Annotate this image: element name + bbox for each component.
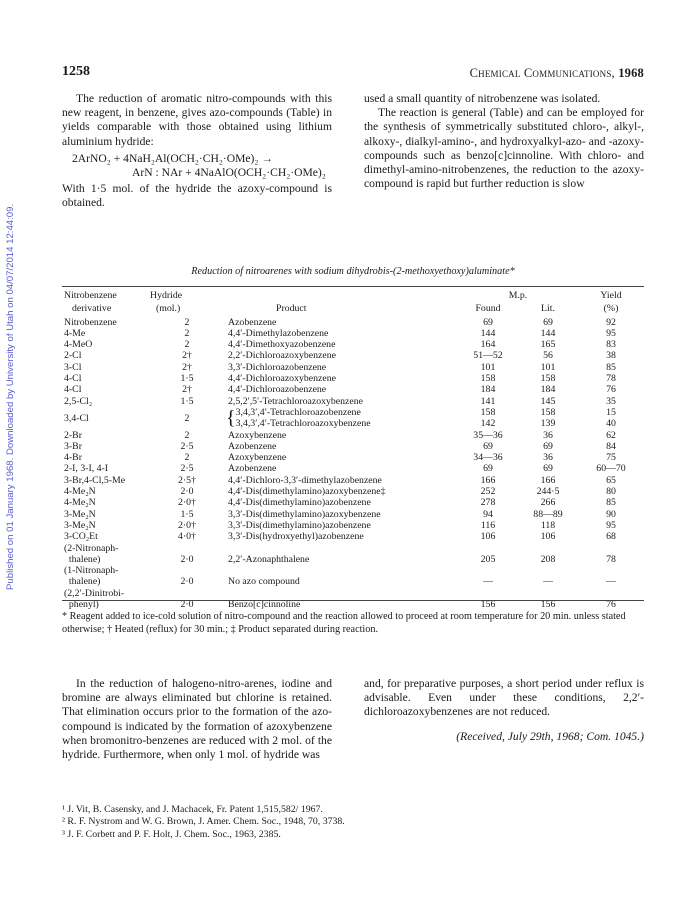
cell-derivative: 3-Me₂N [64, 519, 96, 531]
cell-product: 4,4′-Dichloro-3,3′-dimethylazobenzene [228, 474, 382, 486]
cell-yield: 15 40 [606, 406, 616, 430]
cell-yield: 84 [606, 440, 616, 452]
journal-year: 1968 [618, 66, 644, 80]
cell-product: Azoxybenzene [228, 429, 287, 441]
table-row [62, 396, 644, 407]
cell-yield: 83 [606, 339, 616, 351]
reaction-equation [62, 152, 332, 180]
cell-found: 34—36 [473, 452, 503, 464]
cell-yield: 85 [606, 497, 616, 509]
cell-found: — [483, 576, 493, 588]
table-top-rule [62, 286, 644, 287]
cell-product: 4,4′-Dis(dimethylamino)azobenzene [228, 497, 371, 509]
equation-line-2: ArN : NAr + 4NaAlO(OCH₂·CH₂·OMe)₂ [132, 166, 326, 180]
cell-hydride: 2·0 [180, 553, 194, 565]
cell-hydride: 2† [182, 361, 192, 373]
cell-hydride: 2·0† [178, 519, 196, 531]
cell-found: 184 [480, 384, 496, 396]
cell-hydride: 2 [184, 316, 190, 328]
cell-lit: 184 [540, 384, 556, 396]
cell-derivative: 3-Br [64, 440, 82, 452]
cell-lit: 101 [540, 361, 556, 373]
table-row [62, 407, 644, 430]
cell-lit: 158 [540, 373, 556, 385]
running-header [470, 66, 644, 81]
cell-lit: 69 [543, 463, 553, 475]
cell-lit: 36 [543, 452, 553, 464]
cell-yield: 62 [606, 429, 616, 441]
cell-derivative: 4-Me₂N [64, 497, 96, 509]
journal-name: Chemical Communications, [469, 66, 615, 80]
brace-glyph: { [226, 406, 236, 429]
cell-yield [578, 543, 644, 554]
cell-product: Benzo[c]cinnoline [228, 599, 301, 611]
cell-hydride [148, 543, 226, 554]
col-header-hydride-2: (mol.) [156, 303, 181, 315]
cell-lit: 165 [540, 339, 556, 351]
table-row [62, 497, 644, 508]
cell-derivative: 3-CO₂Et [64, 531, 98, 543]
cell-found: 116 [480, 519, 496, 531]
cell-found: 69 [483, 463, 493, 475]
download-watermark [4, 160, 18, 590]
cell-lit: — [543, 576, 553, 588]
cell-derivative: 2-I, 3-I, 4-I [64, 463, 109, 475]
cell-product: Azobenzene [228, 440, 277, 452]
cell-product: 3,3′-Dis(hydroxyethyl)azobenzene [228, 531, 364, 543]
cell-product [226, 588, 458, 599]
cell-product: 4,4′-Dichloroazoxybenzene [228, 373, 336, 385]
cell-product: 4,4′-Dimethoxyazobenzene [228, 339, 336, 351]
col-header-yield-2: (%) [603, 303, 619, 315]
lower-left-column [62, 677, 332, 762]
page-number: 1258 [62, 64, 90, 79]
cell-yield: 78 [606, 373, 616, 385]
cell-found: 205 [480, 553, 496, 565]
table-row [62, 463, 644, 474]
cell-lit: 69 [543, 316, 553, 328]
cell-derivative: thalene) [64, 576, 101, 588]
paragraph: The reduction of aromatic nitro-compounds with this new reagent, in benzene, gives azo-compounds (Table) in yields comparable with those obtained using lithium aluminium hydride: [62, 92, 332, 148]
cell-found [458, 543, 518, 554]
table-row [62, 554, 644, 565]
cell-product: 4,4′-Dimethylazobenzene [228, 327, 329, 339]
cell-found: 106 [480, 531, 496, 543]
cell-lit [518, 588, 578, 599]
cell-product: 2,2′-Azonaphthalene [228, 553, 310, 565]
cell-yield [578, 565, 644, 576]
cell-yield: 76 [606, 599, 616, 611]
cell-found: 278 [480, 497, 496, 509]
cell-lit: 208 [540, 553, 556, 565]
cell-hydride: 2 [184, 412, 190, 424]
cell-lit [518, 543, 578, 554]
cell-product: Azoxybenzene [228, 452, 287, 464]
table-row [62, 509, 644, 520]
cell-product: 4,4′-Dichloroazobenzene [228, 384, 327, 396]
cell-derivative: Nitrobenzene [64, 316, 117, 328]
cell-lit: 36 [543, 429, 553, 441]
cell-found: 156 [480, 599, 496, 611]
table-row [62, 520, 644, 531]
cell-hydride: 2·0 [180, 599, 194, 611]
cell-product: Azobenzene [228, 316, 277, 328]
col-header-derivative: Nitrobenzene [64, 290, 117, 301]
cell-hydride: 1·5 [180, 508, 194, 520]
cell-product: No azo compound [228, 576, 300, 588]
cell-hydride: 2·5 [180, 440, 194, 452]
table-row [62, 373, 644, 384]
equation-line-1: 2ArNO₂ + 4NaH₂Al(OCH₂·CH₂·OMe)₂ → [72, 151, 273, 165]
paragraph: In the reduction of halogeno-nitro-arenes, iodine and bromine are always eliminated but chlorine is retained. That elimination occurs prior to the formation of the azo-compound is indicated by the formation of azoxybenzene when bromonitro-benzenes are reduced with 2 mol. of the hydride. Furthermore, when only 1 mol. of hydride was [62, 677, 332, 762]
cell-yield: 80 [606, 486, 616, 498]
paragraph: and, for preparative purposes, a short period under reflux is advisable. Even under these conditions, 2,2′-dichloroazoxybenzenes are not reduced. [364, 677, 644, 719]
cell-yield: 95 [606, 327, 616, 339]
cell-derivative: 2,5-Cl₂ [64, 395, 93, 407]
cell-lit: 144 [540, 327, 556, 339]
cell-yield: 92 [606, 316, 616, 328]
cell-hydride: 2·0 [180, 486, 194, 498]
col-header-mp: M.p. [508, 290, 528, 301]
table-row [62, 486, 644, 497]
paragraph: used a small quantity of nitrobenzene was isolated. [364, 92, 601, 105]
cell-hydride: 2 [184, 429, 190, 441]
cell-found: 144 [480, 327, 496, 339]
col-header-hydride: Hydride [150, 290, 183, 301]
cell-hydride [148, 565, 226, 576]
cell-lit: 158 139 [540, 406, 556, 430]
cell-hydride: 2 [184, 339, 190, 351]
cell-product: 3,4,3′,4′-Tetrachloroazobenzene [235, 406, 361, 418]
cell-lit: 69 [543, 440, 553, 452]
cell-found: 158 142 [480, 406, 496, 430]
table-row [62, 350, 644, 361]
cell-lit: 145 [540, 395, 556, 407]
cell-derivative: 3-Me₂N [64, 508, 96, 520]
table-caption: Reduction of nitroarenes with sodium dihydrobis-(2-methoxyethoxy)aluminate* [191, 266, 515, 277]
col-header-yield: Yield [600, 290, 622, 301]
cell-derivative: 3,4-Cl [64, 412, 89, 424]
cell-product: 3,3′-Dichloroazobenzene [228, 361, 327, 373]
col-header-found: Found [475, 303, 501, 315]
table-row [62, 441, 644, 452]
cell-hydride: 2·5† [178, 474, 196, 486]
cell-hydride: 2† [182, 384, 192, 396]
cell-found: 69 [483, 440, 493, 452]
cell-product: 3,3′-Dis(dimethylamino)azobenzene [228, 519, 371, 531]
table-row [62, 543, 644, 554]
table-footnote: * Reagent added to ice-cold solution of nitro-compound and the reaction allowed to proceed at room temperature for 20 min. unless stated otherwise; † Heated (reflux) for 30 min.; ‡ Product separated during reaction. [62, 611, 626, 635]
cell-derivative: phenyl) [64, 599, 99, 611]
cell-yield: 78 [606, 553, 616, 565]
cell-yield: 38 [606, 350, 616, 362]
cell-found [458, 588, 518, 599]
table-row [62, 362, 644, 373]
table-row [62, 328, 644, 339]
cell-yield: 60—70 [596, 463, 626, 475]
table-row [62, 430, 644, 441]
cell-product [226, 543, 458, 554]
cell-yield: 85 [606, 361, 616, 373]
cell-hydride: 2·0 [180, 576, 194, 588]
cell-product: 3,4,3′,4′-Tetrachloroazoxybenzene [235, 418, 371, 430]
col-header-lit: Lit. [541, 303, 555, 315]
reference-2: ² R. F. Nystrom and W. G. Brown, J. Amer. Chem. Soc., 1948, 70, 3738. [62, 816, 345, 828]
cell-hydride: 2 [184, 327, 190, 339]
cell-yield: 68 [606, 531, 616, 543]
cell-derivative: (2-Nitronaph- [64, 542, 119, 554]
cell-yield: 76 [606, 384, 616, 396]
cell-derivative: 3-Cl [64, 361, 82, 373]
cell-found: 158 [480, 373, 496, 385]
right-column [364, 92, 644, 191]
cell-product-pair [226, 407, 458, 430]
cell-product: 4,4′-Dis(dimethylamino)azoxybenzene‡ [228, 486, 386, 498]
cell-derivative: 4-Me₂N [64, 486, 96, 498]
cell-found: 166 [480, 474, 496, 486]
cell-found: 141 [480, 395, 496, 407]
cell-found: 35—36 [473, 429, 503, 441]
cell-lit: 106 [540, 531, 556, 543]
cell-yield: 75 [606, 452, 616, 464]
cell-hydride: 2 [184, 452, 190, 464]
table-row [62, 531, 644, 542]
table-body [62, 317, 644, 611]
cell-hydride: 2† [182, 350, 192, 362]
lower-right-column [364, 677, 644, 744]
cell-derivative: (1-Nitronaph- [64, 565, 119, 577]
paragraph: The reaction is general (Table) and can be employed for the synthesis of symmetrically substituted chloro-, alkyl-, alkoxy-, dialkyl-amino-, and hydroxyalkyl-azo- and -azoxy-compounds such as benzo[c]cinnoline. With chloro- and dimethyl-amino-nitrobenzenes, the reduction to the azoxy-compound is rapid but further reduction is slow [364, 106, 644, 191]
table-row [62, 452, 644, 463]
cell-derivative: 2-Cl [64, 350, 82, 362]
cell-product: 3,3′-Dis(dimethylamino)azoxybenzene [228, 508, 381, 520]
cell-derivative: thalene) [64, 553, 101, 565]
table-row [62, 576, 644, 587]
cell-product: 2,5,2′,5′-Tetrachloroazoxybenzene [228, 395, 363, 407]
cell-lit: 244·5 [536, 486, 560, 498]
cell-product [226, 565, 458, 576]
cell-found: 94 [483, 508, 493, 520]
col-header-derivative-2: derivative [72, 303, 112, 315]
cell-hydride: 4·0† [178, 531, 196, 543]
cell-yield: 90 [606, 508, 616, 520]
cell-derivative: (2,2′-Dinitrobi- [64, 587, 125, 599]
col-header-product: Product [276, 303, 307, 315]
table-row [62, 565, 644, 576]
table-header [62, 290, 644, 317]
received-date: (Received, July 29th, 1968; Com. 1045.) [456, 729, 644, 743]
cell-lit: 156 [540, 599, 556, 611]
cell-lit: 118 [540, 519, 556, 531]
cell-lit [518, 565, 578, 576]
cell-hydride: 1·5 [180, 373, 194, 385]
cell-yield [578, 588, 644, 599]
cell-yield: 95 [606, 519, 616, 531]
cell-lit: 88—89 [533, 508, 563, 520]
table-row [62, 317, 644, 328]
cell-found: 69 [483, 316, 493, 328]
table-row [62, 475, 644, 486]
cell-derivative: 4-MeO [64, 339, 93, 351]
reference-3: ³ J. F. Corbett and P. F. Holt, J. Chem. Soc., 1963, 2385. [62, 828, 281, 840]
cell-found: 51—52 [473, 350, 503, 362]
cell-derivative: 4-Me [64, 327, 86, 339]
cell-product: 2,2′-Dichloroazoxybenzene [228, 350, 336, 362]
cell-derivative: 4-Br [64, 452, 82, 464]
cell-yield: 35 [606, 395, 616, 407]
cell-hydride: 2·5 [180, 463, 194, 475]
left-column [62, 92, 332, 211]
cell-found: 101 [480, 361, 496, 373]
cell-lit: 56 [543, 350, 553, 362]
cell-derivative: 4-Cl [64, 373, 82, 385]
cell-hydride [148, 588, 226, 599]
cell-derivative: 3-Br,4-Cl,5-Me [64, 474, 126, 486]
table-bottom-rule [62, 600, 644, 601]
reference-1: ¹ J. Vit, B. Casensky, and J. Machacek, Fr. Patent 1,515,582/ 1967. [62, 804, 323, 815]
cell-lit: 166 [540, 474, 556, 486]
references [62, 804, 345, 841]
table-row [62, 384, 644, 395]
cell-derivative: 2-Br [64, 429, 82, 441]
results-table [62, 290, 644, 610]
cell-product: Azobenzene [228, 463, 277, 475]
cell-hydride: 1·5 [180, 395, 194, 407]
cell-found [458, 565, 518, 576]
cell-yield: 65 [606, 474, 616, 486]
cell-yield: — [606, 576, 616, 588]
cell-found: 164 [480, 339, 496, 351]
table-row [62, 588, 644, 599]
cell-derivative: 4-Cl [64, 384, 82, 396]
cell-found: 252 [480, 486, 496, 498]
table-row [62, 339, 644, 350]
cell-lit: 266 [540, 497, 556, 509]
paragraph: With 1·5 mol. of the hydride the azoxy-compound is obtained. [62, 182, 332, 210]
cell-hydride: 2·0† [178, 497, 196, 509]
watermark-text: Published on 01 January 1968. Downloaded by University of Utah on 04/07/2014 12:44:09. [5, 203, 16, 590]
